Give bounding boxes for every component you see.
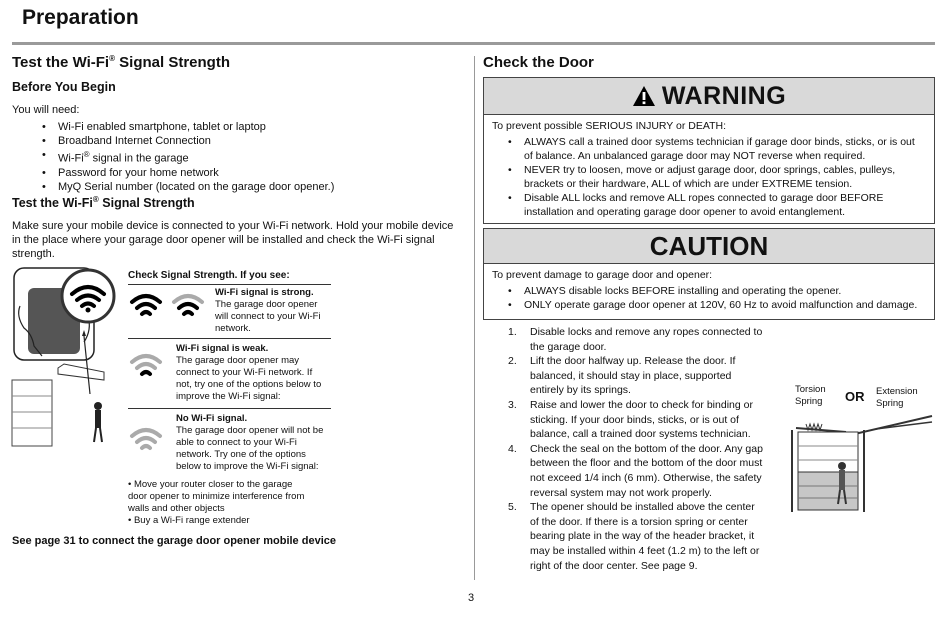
warning-banner: WARNING [484,78,934,115]
signal-strong-row [215,287,333,335]
list-item: • ONLY operate garage door opener at 120V, 60 Hz to avoid malfunction and damage. [508,298,924,312]
check-door-heading: Check the Door [483,54,594,71]
caution-intro: To prevent damage to garage door and opener: [492,269,713,281]
weak-text: The garage door opener may connect to your Wi-Fi network. If not, try one of the options below to improve the Wi-Fi signal: [176,355,322,402]
see-page-note: See page 31 to connect the garage door opener mobile device [12,535,336,547]
list-item: • Password for your home network [42,166,442,180]
phone-garage-illustration [10,266,122,448]
list-item: • MyQ Serial number (located on the garage door opener.) [42,180,442,194]
check-signal-heading: Check Signal Strength. If you see: [128,270,290,281]
tips [128,479,313,527]
none-text: The garage door opener will not be able to connect to your Wi-Fi network. Try one of the options below to improve the Wi-Fi signal: [176,425,324,472]
caution-list [508,284,924,312]
step-item: 4. Check the seal on the bottom of the door. Any gap between the floor and the bottom of the door must not exceed 1/4 inch (6 mm). Otherwise, the safety reversal system may not work properly. [508,442,763,499]
before-you-begin-heading: Before You Begin [12,80,116,94]
extension-spring-label: Extension Spring [876,386,918,409]
weak-title: Wi-Fi signal is weak. [176,343,269,354]
header-rule [12,42,935,45]
page-title: Preparation [22,6,139,29]
step-item: 1. Disable locks and remove any ropes connected to the garage door. [508,326,763,353]
steps-list [508,325,764,573]
tip-item: • Buy a Wi-Fi range extender [128,515,250,526]
table-rule [128,338,331,339]
signal-weak-row [176,343,328,403]
page-number: 3 [468,592,475,604]
or-label: OR [845,389,865,404]
tip-item: • Move your router closer to the garage door opener to minimize interference from walls and other objects [128,479,305,514]
step-item: 2. Lift the door halfway up. Release the door. If balanced, it should stay in place, supported entirely by its springs. [508,355,736,397]
wifi-section-heading: Test the Wi-Fi® Signal Strength [12,54,231,71]
column-divider [474,56,475,580]
list-item: • Wi-Fi® signal in the garage [42,148,442,166]
caution-box [483,228,935,320]
list-item: • ALWAYS call a trained door systems technician if garage door binds, sticks, or is out of balance. An unbalanced garage door may NOT reverse when required. [508,135,924,163]
list-item: • ALWAYS disable locks BEFORE installing and operating the opener. [508,284,924,298]
list-item: • NEVER try to loosen, move or adjust garage door, door springs, cables, pulleys, brackets or their hardware, ALL of which are under EXTREME tension. [508,163,924,191]
strong-title: Wi-Fi signal is strong. [215,287,314,298]
warning-intro: To prevent possible SERIOUS INJURY or DEATH: [492,120,726,132]
intro-paragraph: Make sure your mobile device is connected to your Wi-Fi network. Hold your mobile device in the place where your garage door opener will be installed and check the Wi-Fi signal strength. [12,220,454,260]
step-item: 5. The opener should be installed above the center of the door. If there is a torsion spring or center bearing plate in the way of the header bracket, it may be installed within 4 feet (1.2 m) to the left or right of the door center. See page 9. [508,501,760,572]
none-title: No Wi-Fi signal. [176,413,248,424]
list-item: • Disable ALL locks and remove ALL ropes connected to garage door BEFORE installation and operating garage door opener to avoid entanglement. [508,191,924,219]
list-item: • Broadband Internet Connection [42,134,442,148]
warning-box [483,77,935,224]
warning-list [508,135,924,219]
list-item: • Wi-Fi enabled smartphone, tablet or laptop [42,120,442,134]
wifi-weak-icon [128,352,168,382]
torsion-spring-label: Torsion Spring [795,384,826,407]
strong-text: The garage door opener will connect to your Wi-Fi network. [215,299,321,334]
garage-door-springs-illustration [786,410,936,514]
table-rule [128,408,331,409]
wifi-none-icon [128,426,168,456]
caution-banner: CAUTION [484,229,934,264]
you-will-need-label: You will need: [12,104,80,116]
warning-triangle-icon [632,85,656,107]
wifi-strong-icon [128,292,212,322]
table-rule [128,284,331,285]
step-item: 3. Raise and lower the door to check for binding or sticking. If your door binds, sticks, or is out of balance, call a trained door systems technician. [508,398,753,441]
signal-none-row [176,413,328,473]
needs-list [42,120,442,194]
test-signal-heading: Test the Wi-Fi® Signal Strength [12,195,195,211]
